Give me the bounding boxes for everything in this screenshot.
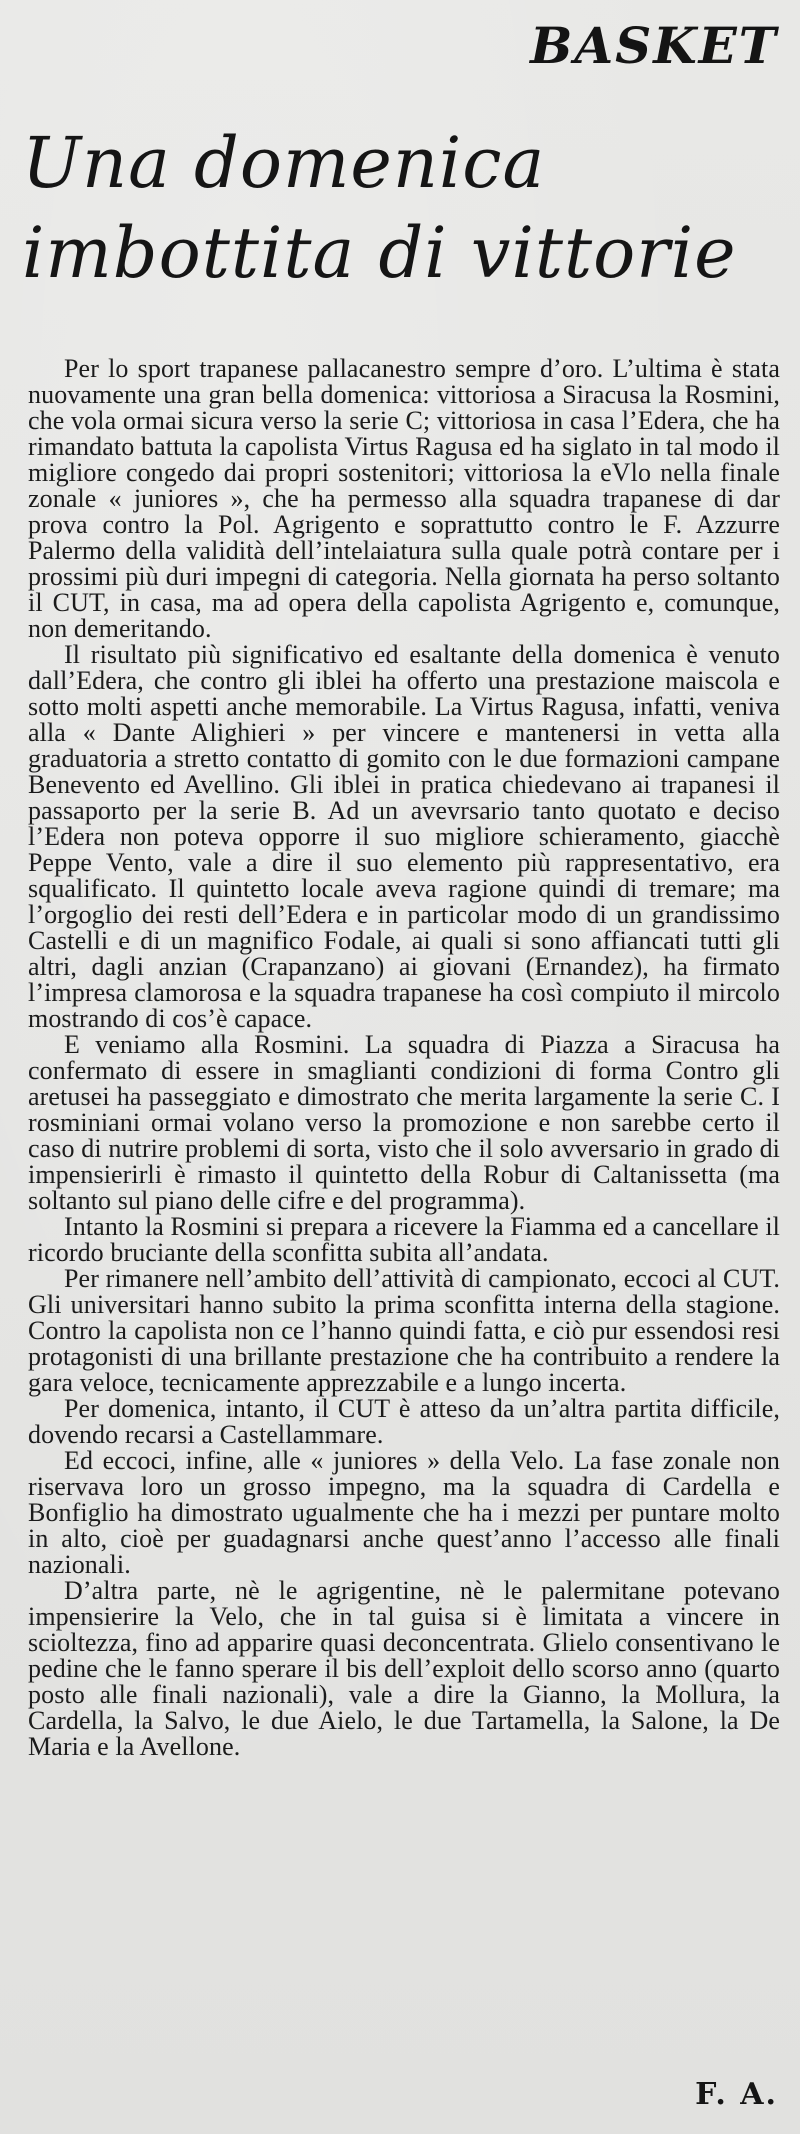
article-paragraph: Il risultato più significativo ed esaltante della domenica è venuto dall’Edera, che contro gli iblei ha offerto una prestazione maiscola e sotto molti aspetti anche memorabile. La Virtus Ragusa, infatti, veniva alla « Dante Alighieri » per vincere e mantenersi in vetta alla graduatoria a stretto contatto di gomito con le due formazioni campane Benevento ed Avellino. Gli iblei in pratica chiedevano ai trapanesi il passaporto per la serie B. Ad un avevrsario tanto quotato e deciso l’Edera non poteva opporre il suo migliore schieramento, giacchè Peppe Vento, vale a dire il suo elemento più rappresentativo, era squalificato. Il quintetto locale aveva ragione quindi di tremare; ma l’orgoglio dei resti dell’Edera e in particolar modo di un grandissimo Castelli e di un magnifico Fodale, ai quali si sono affiancati tutti gli altri, dagli anzian (Crapanzano) ai giovani (Ernandez), ha firmato l’impresa clamorosa e la squadra trapanese ha così compiuto il mircolo mostrando di cos’è capace. — [28, 640, 780, 1033]
article-paragraph: Intanto la Rosmini si prepara a ricevere la Fiamma ed a cancellare il ricordo bruciante della sconfitta subita all’andata. — [28, 1212, 780, 1267]
article-body — [28, 356, 780, 1760]
article-paragraph: Per lo sport trapanese pallacanestro sempre d’oro. L’ultima è stata nuovamente una gran bella domenica: vittoriosa a Siracusa la Rosmini, che vola ormai sicura verso la serie C; vittoriosa in casa l’Edera, che ha rimandato battuta la capolista Virtus Ragusa ed ha siglato in tal modo il migliore congedo dai propri sostenitori; vittoriosa la eVlo nella finale zonale « juniores », che ha permesso alla squadra trapanese di dar prova contro la Pol. Agrigento e soprattutto contro le F. Azzurre Palermo della validità dell’intelaiatura sulla quale potrà contare per i prossimi più duri impegni di categoria. Nella giornata ha perso soltanto il CUT, in casa, ma ad opera della capolista Agrigento e, comunque, non demeritando. — [28, 354, 780, 643]
article-paragraph: Per rimanere nell’ambito dell’attività di campionato, eccoci al CUT. Gli universitari hanno subito la prima sconfitta interna della stagione. Contro la capolista non ce l’hanno quindi fatta, e ciò pur essendosi resi protagonisti di una brillante prestazione che ha contribuito a rendere la gara veloce, tecnicamente apprezzabile e a lungo incerta. — [28, 1264, 780, 1397]
section-label: BASKET — [530, 16, 778, 75]
article-headline — [22, 118, 782, 298]
article-paragraph: Ed eccoci, infine, alle « juniores » della Velo. La fase zonale non riservava loro un grosso impegno, ma la squadra di Cardella e Bonfiglio ha dimostrato ugualmente che ha i mezzi per puntare molto in alto, cioè per guadagnarsi anche quest’anno l’accesso alle finali nazionali. — [28, 1446, 780, 1579]
headline-line-1: Una domenica — [22, 122, 546, 204]
headline-line-2: imbottita di vittorie — [22, 212, 737, 294]
author-signature: F. A. — [695, 2077, 778, 2112]
article-paragraph: E veniamo alla Rosmini. La squadra di Piazza a Siracusa ha confermato di essere in smaglianti condizioni di forma Contro gli aretusei ha passeggiato e dimostrato che merita largamente la serie C. I rosminiani ormai volano verso la promozione e non sarebbe certo il caso di nutrire problemi di sorta, visto che il solo avversario in grado di impensierirli è rimasto il quintetto della Robur di Caltanissetta (ma soltanto sul piano delle cifre e del programma). — [28, 1030, 780, 1215]
article-paragraph: Per domenica, intanto, il CUT è atteso da un’altra partita difficile, dovendo recarsi a Castellammare. — [28, 1394, 780, 1449]
article-paragraph: D’altra parte, nè le agrigentine, nè le palermitane potevano impensierire la Velo, che in tal guisa si è limitata a vincere in scioltezza, fino ad apparire quasi deconcentrata. Glielo consentivano le pedine che le fanno sperare il bis dell’exploit dello scorso anno (quarto posto alle finali nazionali), vale a dire la Gianno, la Mollura, la Cardella, la Salvo, le due Aielo, le due Tartamella, la Salone, la De Maria e la Avellone. — [28, 1576, 780, 1761]
